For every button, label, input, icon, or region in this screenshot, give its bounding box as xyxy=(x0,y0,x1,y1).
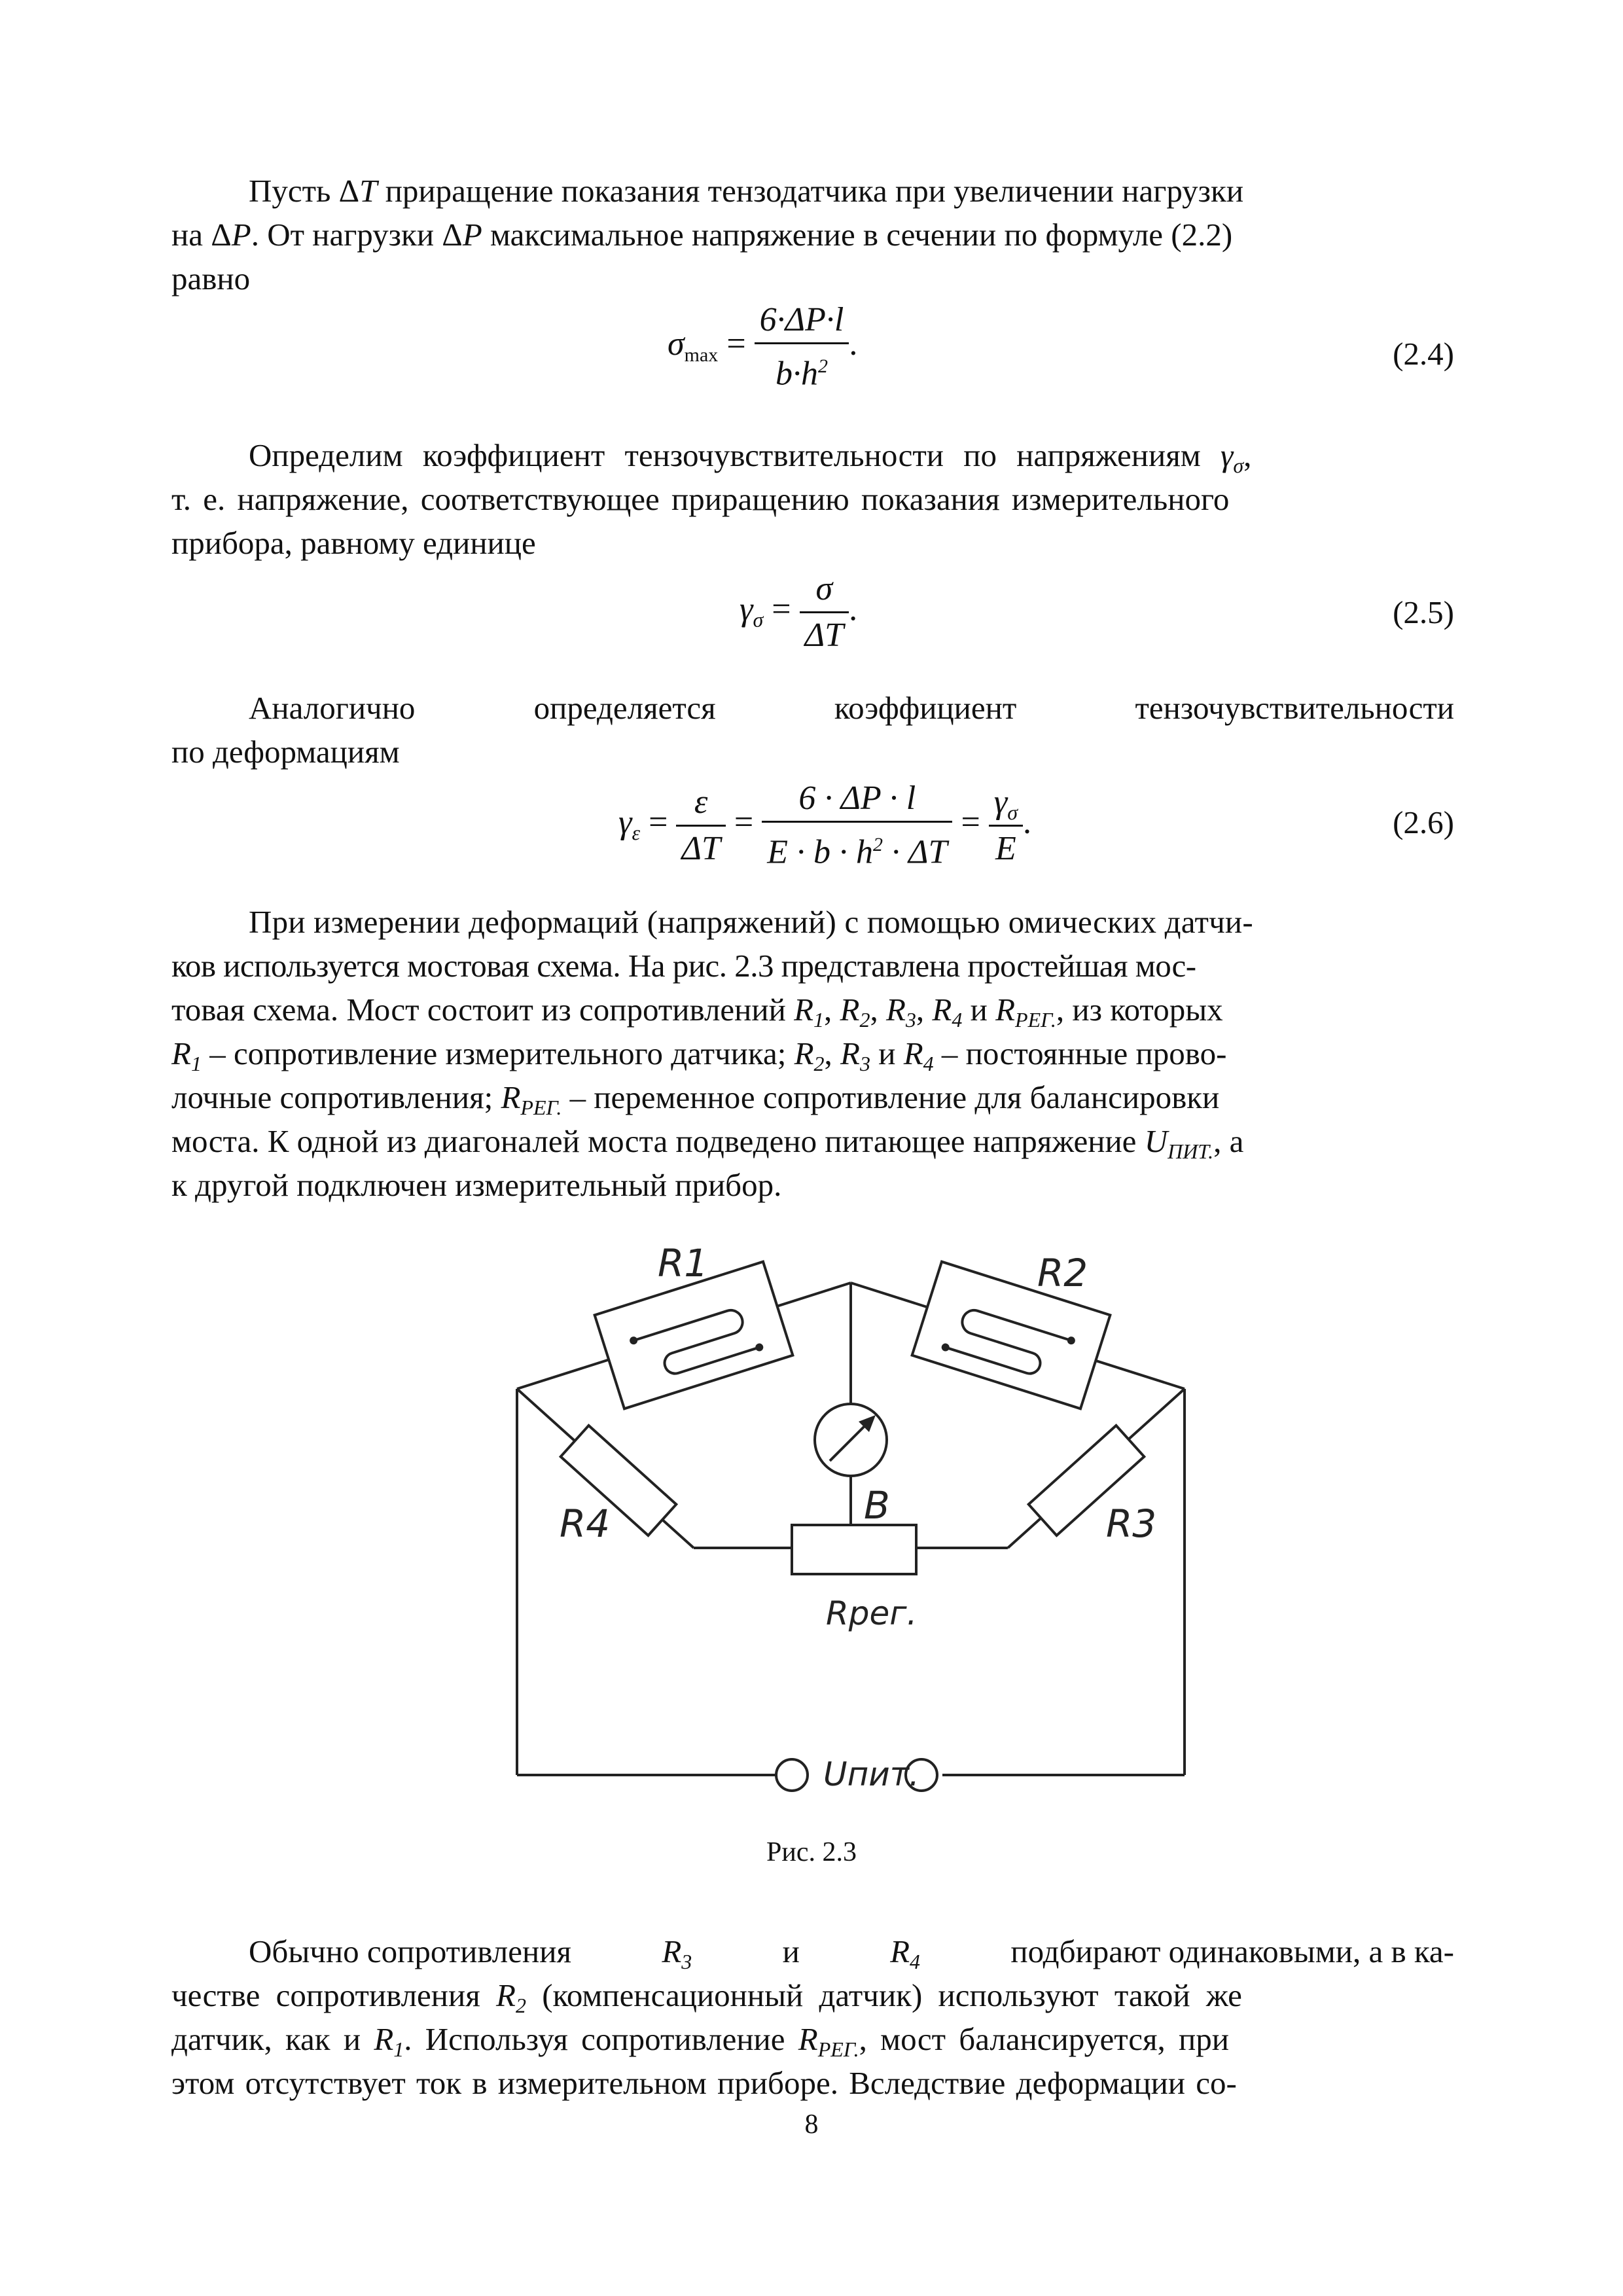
text-line: равно xyxy=(171,260,251,296)
text-line: прибора, равному единице xyxy=(171,525,536,561)
text-line: товая схема. Мост состоит из сопротивлений $R_1$, $R_2$, $R_3$, $R_4$ и $R_{РЕГ.}$, из которых xyxy=(171,992,1223,1031)
text-line: к другой подключен измерительный прибор. xyxy=(171,1167,782,1203)
text-line: т. е. напряжение, соответствующее приращению показания измерительного xyxy=(171,481,1230,517)
text-line: моста. К одной из диагоналей моста подведено питающее напряжение $U_{ПИТ.}$, а xyxy=(171,1123,1244,1163)
equation-2-5: $\gamma_\sigma$ = $\frac{\sigma}{\Delta T}$ . xyxy=(740,567,857,658)
equation-2-4: $\sigma_{max}$ = $\frac{6\cdot\Delta P\cdot l}{b\cdot h^2}$ . xyxy=(668,298,857,396)
equation-denominator: ΔT xyxy=(804,617,844,654)
label-rreg: Rрег. xyxy=(826,1594,918,1632)
equation-numerator: 6·ΔP·l xyxy=(755,298,849,344)
label-r3: R3 xyxy=(1106,1501,1157,1546)
equation-denominator: $E \cdot b \cdot h^2 \cdot \Delta T$ xyxy=(767,833,948,871)
text-line: датчик, как и $R_1$. Используя сопротивление $R_{РЕГ.}$, мост балансируется, при xyxy=(171,2021,1229,2061)
label-b: B xyxy=(864,1483,890,1528)
equation-numerator: σ xyxy=(800,567,849,613)
text-line: При измерении деформаций (напряжений) с помощью омических датчи- xyxy=(249,904,1253,940)
label-r2: R2 xyxy=(1037,1251,1088,1295)
text-line: Обычно сопротивления $R_3$ и $R_4$ подбирают одинаковыми, а в ка- xyxy=(249,1933,1454,1973)
label-r1: R1 xyxy=(658,1241,709,1285)
paragraph-balance xyxy=(171,1929,1454,2105)
text-line: этом отсутствует ток в измерительном приборе. Вследствие деформации со- xyxy=(171,2065,1237,2101)
equation-number: (2.4) xyxy=(1393,336,1454,372)
equation-number: (2.6) xyxy=(1393,804,1454,840)
equation-denominator: E xyxy=(995,829,1016,867)
galvanometer-icon xyxy=(815,1404,887,1476)
label-r4: R4 xyxy=(560,1501,611,1546)
supply-terminal xyxy=(776,1759,808,1791)
text-line: $R_1$ – сопротивление измерительного датчика; $R_2$, $R_3$ и $R_4$ – постоянные прово- xyxy=(171,1035,1227,1075)
equation-numerator: $\gamma_\sigma$ xyxy=(989,780,1023,827)
text-line: Аналогично определяется коэффициент тензочувствительности xyxy=(249,690,1454,726)
page-number: 8 xyxy=(804,2109,819,2140)
equation-denominator: ΔT xyxy=(681,829,721,867)
equation-2-6: $\gamma_\varepsilon$ = $\frac{\varepsilon}{\Delta T}$ = $\frac{6 \cdot \Delta P \cdot l}{E \cdot b \cdot h^2 \cdot \Delta T}$ = $\frac{\gamma_\sigma}{E}$ . xyxy=(618,776,1031,874)
equation-denominator: $b\cdot h^2$ xyxy=(776,355,828,393)
equation-numerator: ε xyxy=(676,780,725,827)
figure-caption: Рис. 2.3 xyxy=(766,1837,857,1867)
text-line: Пусть ΔT приращение показания тензодатчика при увеличении нагрузки xyxy=(249,173,1244,209)
text-line: ков используется мостовая схема. На рис. 2.3 представлена простейшая мос- xyxy=(171,948,1196,984)
resistor-rreg xyxy=(792,1525,916,1574)
text-line: Определим коэффициент тензочувствительности по напряжениям $\gamma_\sigma$, xyxy=(249,437,1252,477)
label-upit: Uпит. xyxy=(823,1755,919,1793)
equation-number: (2.5) xyxy=(1393,594,1454,630)
text-line: честве сопротивления $R_2$ (компенсационный датчик) используют такой же xyxy=(171,1977,1242,2017)
text-line: лочные сопротивления; $R_{РЕГ.}$ – переменное сопротивление для балансировки xyxy=(171,1079,1220,1119)
text-line: по деформациям xyxy=(171,734,400,770)
equation-numerator: 6 · ΔP · l xyxy=(762,776,952,823)
text-line: на ΔP. От нагрузки ΔP максимальное напряжение в сечении по формуле (2.2) xyxy=(171,217,1233,253)
